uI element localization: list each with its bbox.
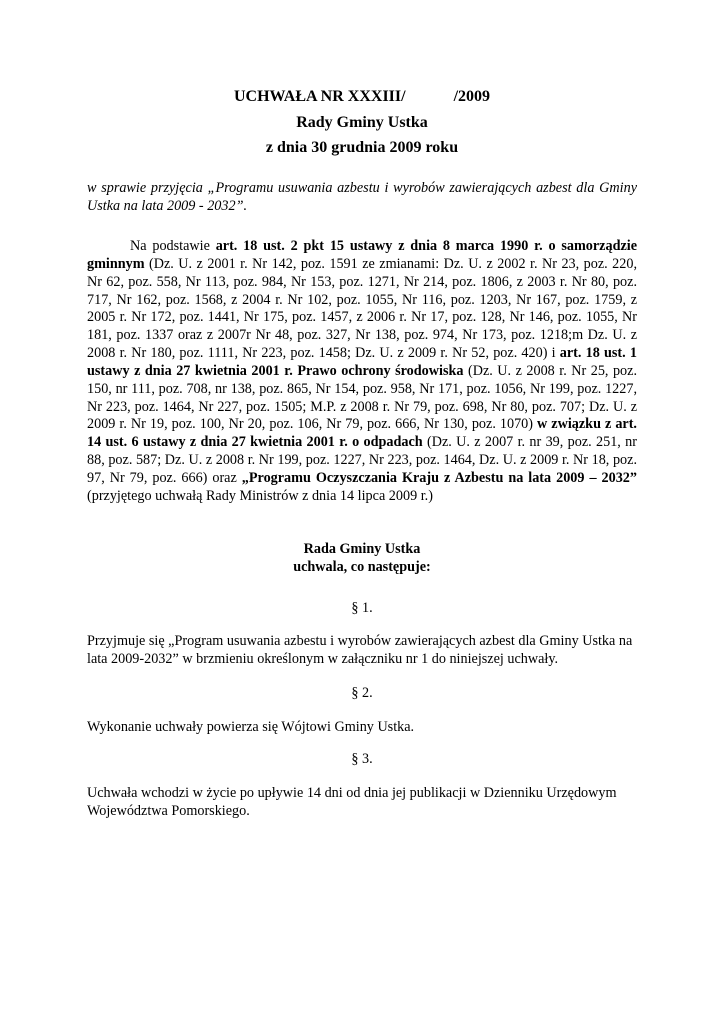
basis-act-1: art. 18 ust. 2 pkt 15 ustawy z dnia 8 marca 1990 r. o samorządzie gminnym — [87, 238, 638, 272]
basis-text-4: (Dz. U. z 2007 r. nr 39, poz. 251, nr 88, poz. 587; Dz. U. z 2008 r. Nr 199, poz. 1227, Nr 223, poz. 1464, Dz. U. z 2009 r. Nr 18, poz. 97, Nr 79, poz. 666) oraz — [87, 434, 637, 486]
basis-text-5: (przyjętego uchwałą Rady Ministrów z dnia 14 lipca 2009 r.) — [87, 487, 433, 504]
resolution-date: z dnia 30 grudnia 2009 roku — [265, 139, 459, 156]
section-text-2: Wykonanie uchwały powierza się Wójtowi Gminy Ustka. — [87, 719, 415, 735]
resolution-decides: uchwala, co następuje: — [293, 559, 431, 575]
basis-act-2: art. 18 ust. 1 ustawy z dnia 27 kwietnia 2001 r. Prawo ochrony środowiska — [87, 345, 637, 379]
section-mark-3: § 3. — [351, 751, 373, 767]
resolution-statement — [0, 540, 724, 576]
resolution-body: Rada Gminy Ustka — [303, 541, 421, 557]
basis-text-1: Na podstawie — [130, 238, 216, 254]
resolution-title: UCHWAŁA NR XXXIII/ /2009 — [233, 88, 491, 105]
basis-text-3: (Dz. U. z 2008 r. Nr 25, poz. 150, nr 111, poz. 708, nr 138, poz. 865, Nr 154, poz. 958, Nr 171, poz. 1056, Nr 199, poz. 1227, Nr 223, poz. 1464, Nr 227, poz. 1505; M.P. z 2008 r. Nr 79, poz. 698, Nr 80, poz. 707; Dz. U. z 2009 r. Nr 19, poz. 100, Nr 20, poz. 106, Nr 79, poz. 666, Nr 130, poz. 1070) — [87, 362, 637, 433]
resolution-subject: w sprawie przyjęcia „Programu usuwania azbestu i wyrobów zawierających azbest dla Gminy Ustka na lata 2009 - 2032”. — [87, 180, 637, 214]
basis-act-4: „Programu Oczyszczania Kraju z Azbestu na lata 2009 – 2032” — [241, 469, 637, 486]
basis-act-3: w związku z art. 14 ust. 6 ustawy z dnia 27 kwietnia 2001 r. o odpadach — [87, 416, 637, 451]
section-mark-2: § 2. — [351, 685, 373, 701]
section-text-1: Przyjmuje się „Program usuwania azbestu i wyrobów zawierających azbest dla Gminy Ustka na lata 2009-2032” w brzmieniu określonym w załączniku nr 1 do niniejszej uchwały. — [87, 633, 633, 667]
basis-text-2: (Dz. U. z 2001 r. Nr 142, poz. 1591 ze zmianami: Dz. U. z 2002 r. Nr 23, poz. 220, Nr 62, poz. 558, Nr 113, poz. 984, Nr 153, poz. 1271, Nr 214, poz. 1806, z 2003 r. Nr 80, poz. 717, Nr 162, poz. 1568, z 2004 r. Nr 102, poz. 1055, Nr 116, poz. 1203, Nr 167, poz. 1759, z 2005 r. Nr 172, poz. 1441, Nr 175, poz. 1457, z 2006 r. Nr 17, poz. 128, Nr 146, poz. 1055, Nr 181, poz. 1337 oraz z 2007r Nr 48, poz. 327, Nr 138, poz. 974, Nr 173, poz. 1218;m Dz. U. z 2008 r. Nr 180, poz. 1111, Nr 223, poz. 1458; Dz. U. z 2009 r. Nr 52, poz. 420) i — [87, 255, 637, 362]
section-text-3: Uchwała wchodzi w życie po upływie 14 dni od dnia jej publikacji w Dzienniku Urzędowym Województwa Pomorskiego. — [87, 785, 617, 819]
legal-basis-paragraph — [87, 238, 637, 506]
section-mark-1: § 1. — [351, 600, 373, 616]
council-name: Rady Gminy Ustka — [296, 114, 428, 131]
